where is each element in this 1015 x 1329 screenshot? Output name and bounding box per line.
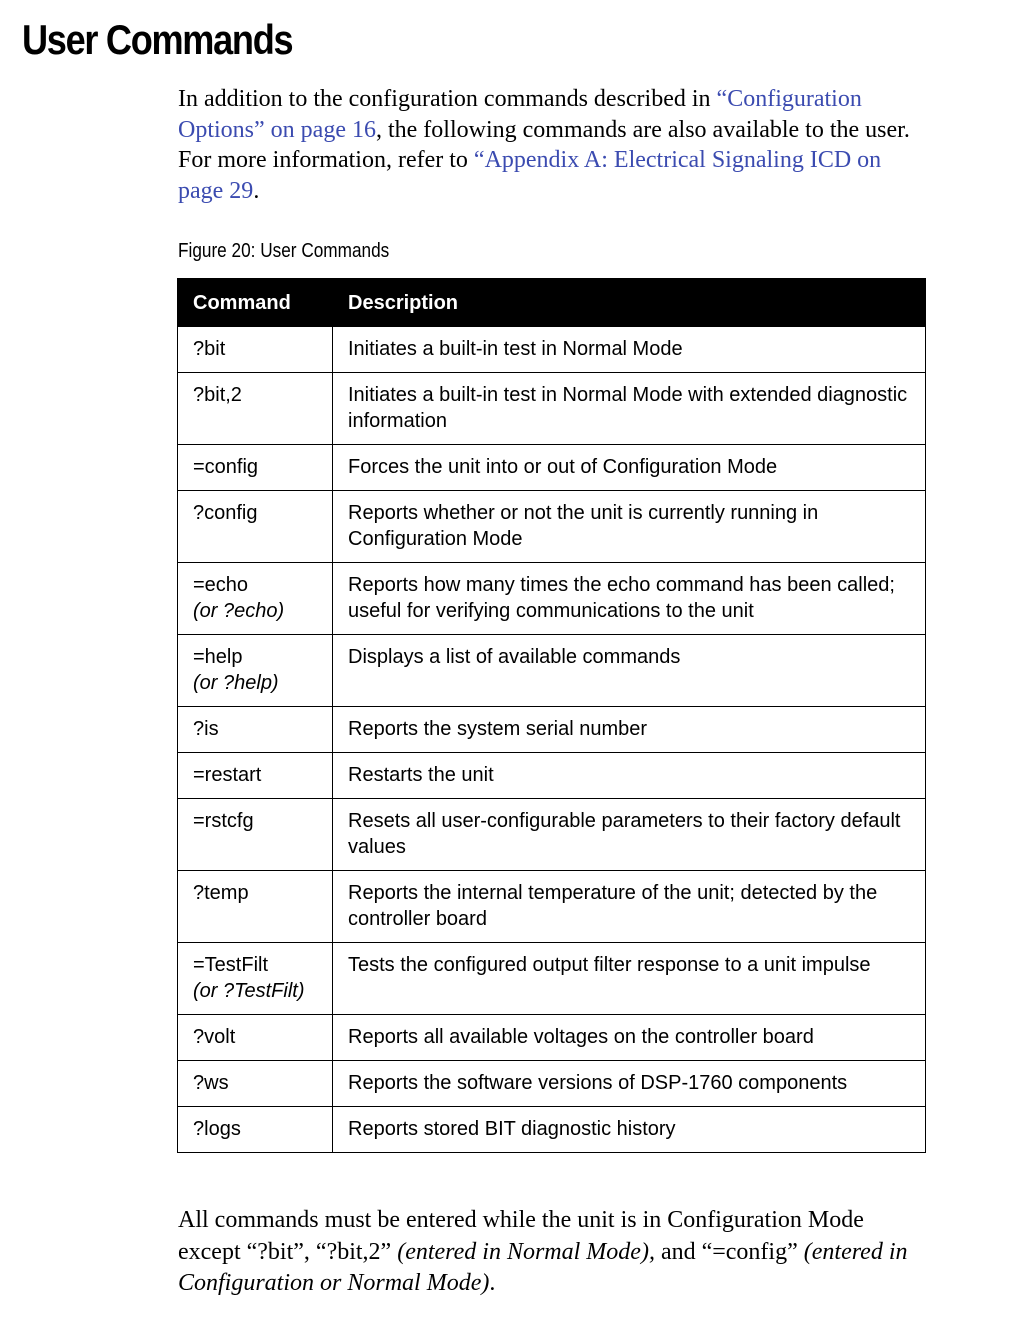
command-cell <box>178 635 333 707</box>
table-row <box>178 373 926 445</box>
command-name: =rstcfg <box>193 810 254 832</box>
command-cell <box>178 753 333 799</box>
description-cell: Reports stored BIT diagnostic history <box>333 1107 926 1153</box>
command-name: ?is <box>193 718 219 740</box>
command-alias: (or ?TestFilt) <box>193 980 305 1002</box>
intro-paragraph <box>178 84 918 206</box>
appendix-a-link[interactable]: “Appendix A: Electrical Signaling ICD on page 29 <box>178 147 882 204</box>
description-cell: Tests the configured output filter response to a unit impulse <box>333 943 926 1015</box>
command-alias: (or ?help) <box>193 672 279 694</box>
description-cell: Reports whether or not the unit is currently running in Configuration Mode <box>333 491 926 563</box>
command-alias: (or ?echo) <box>193 600 285 622</box>
description-cell: Reports the software versions of DSP-1760 components <box>333 1061 926 1107</box>
command-cell <box>178 373 333 445</box>
user-commands-table <box>177 278 926 1153</box>
command-name: ?temp <box>193 882 249 904</box>
command-cell <box>178 943 333 1015</box>
command-name: ?logs <box>193 1118 241 1140</box>
description-cell: Displays a list of available commands <box>333 635 926 707</box>
command-name: =echo <box>193 574 249 596</box>
table-row <box>178 635 926 707</box>
command-cell <box>178 563 333 635</box>
configuration-options-link[interactable]: “Configuration Options” on page 16 <box>178 86 862 143</box>
closing-paragraph <box>178 1205 918 1300</box>
table-body <box>178 327 926 1153</box>
command-name: =help <box>193 646 243 668</box>
command-cell <box>178 491 333 563</box>
table-row <box>178 871 926 943</box>
command-cell <box>178 327 333 373</box>
command-cell <box>178 871 333 943</box>
description-cell: Reports how many times the echo command has been called; useful for verifying communications to the unit <box>333 563 926 635</box>
command-cell <box>178 1061 333 1107</box>
command-name: ?ws <box>193 1072 229 1094</box>
table-row <box>178 491 926 563</box>
outro-note-1: (entered in Normal Mode), <box>397 1238 655 1265</box>
command-name: ?volt <box>193 1026 236 1048</box>
description-cell: Reports all available voltages on the controller board <box>333 1015 926 1061</box>
header-description: Description <box>333 279 926 327</box>
command-cell <box>178 1107 333 1153</box>
table-row <box>178 1107 926 1153</box>
command-cell <box>178 707 333 753</box>
command-name: =restart <box>193 764 262 786</box>
table-row <box>178 753 926 799</box>
table-row <box>178 1015 926 1061</box>
command-name: =config <box>193 456 259 478</box>
description-cell: Initiates a built-in test in Normal Mode <box>333 327 926 373</box>
table-row <box>178 445 926 491</box>
page-heading: User Commands <box>22 16 293 63</box>
table-header-row <box>178 279 926 327</box>
command-cell <box>178 445 333 491</box>
command-name: ?bit,2 <box>193 384 242 406</box>
table-row <box>178 563 926 635</box>
command-cell <box>178 1015 333 1061</box>
intro-text-1: In addition to the configuration commands described in <box>178 86 717 112</box>
description-cell: Initiates a built-in test in Normal Mode with extended diagnostic information <box>333 373 926 445</box>
description-cell: Reports the system serial number <box>333 707 926 753</box>
table-row <box>178 707 926 753</box>
intro-text-3: . <box>253 177 260 204</box>
intro-text-2: , the following commands are also available to the user. For more information, refer to <box>178 116 910 173</box>
command-cell <box>178 799 333 871</box>
outro-text-2: and “=config” <box>654 1238 804 1265</box>
outro-note-2: (entered in Configuration or Normal Mode) <box>178 1238 908 1296</box>
command-name: ?bit <box>193 338 226 360</box>
command-name: =TestFilt <box>193 954 269 976</box>
outro-text-1: All commands must be entered while the unit is in Configuration Mode except “?bit”, “?bit,2” <box>178 1207 864 1265</box>
description-cell: Forces the unit into or out of Configuration Mode <box>333 445 926 491</box>
table-row <box>178 327 926 373</box>
command-name: ?config <box>193 502 258 524</box>
description-cell: Reports the internal temperature of the unit; detected by the controller board <box>333 871 926 943</box>
description-cell: Resets all user-configurable parameters to their factory default values <box>333 799 926 871</box>
table-row <box>178 943 926 1015</box>
description-cell: Restarts the unit <box>333 753 926 799</box>
figure-caption: Figure 20: User Commands <box>178 240 390 262</box>
outro-text-3: . <box>489 1270 496 1296</box>
header-command: Command <box>178 279 333 327</box>
table-row <box>178 799 926 871</box>
table-row <box>178 1061 926 1107</box>
